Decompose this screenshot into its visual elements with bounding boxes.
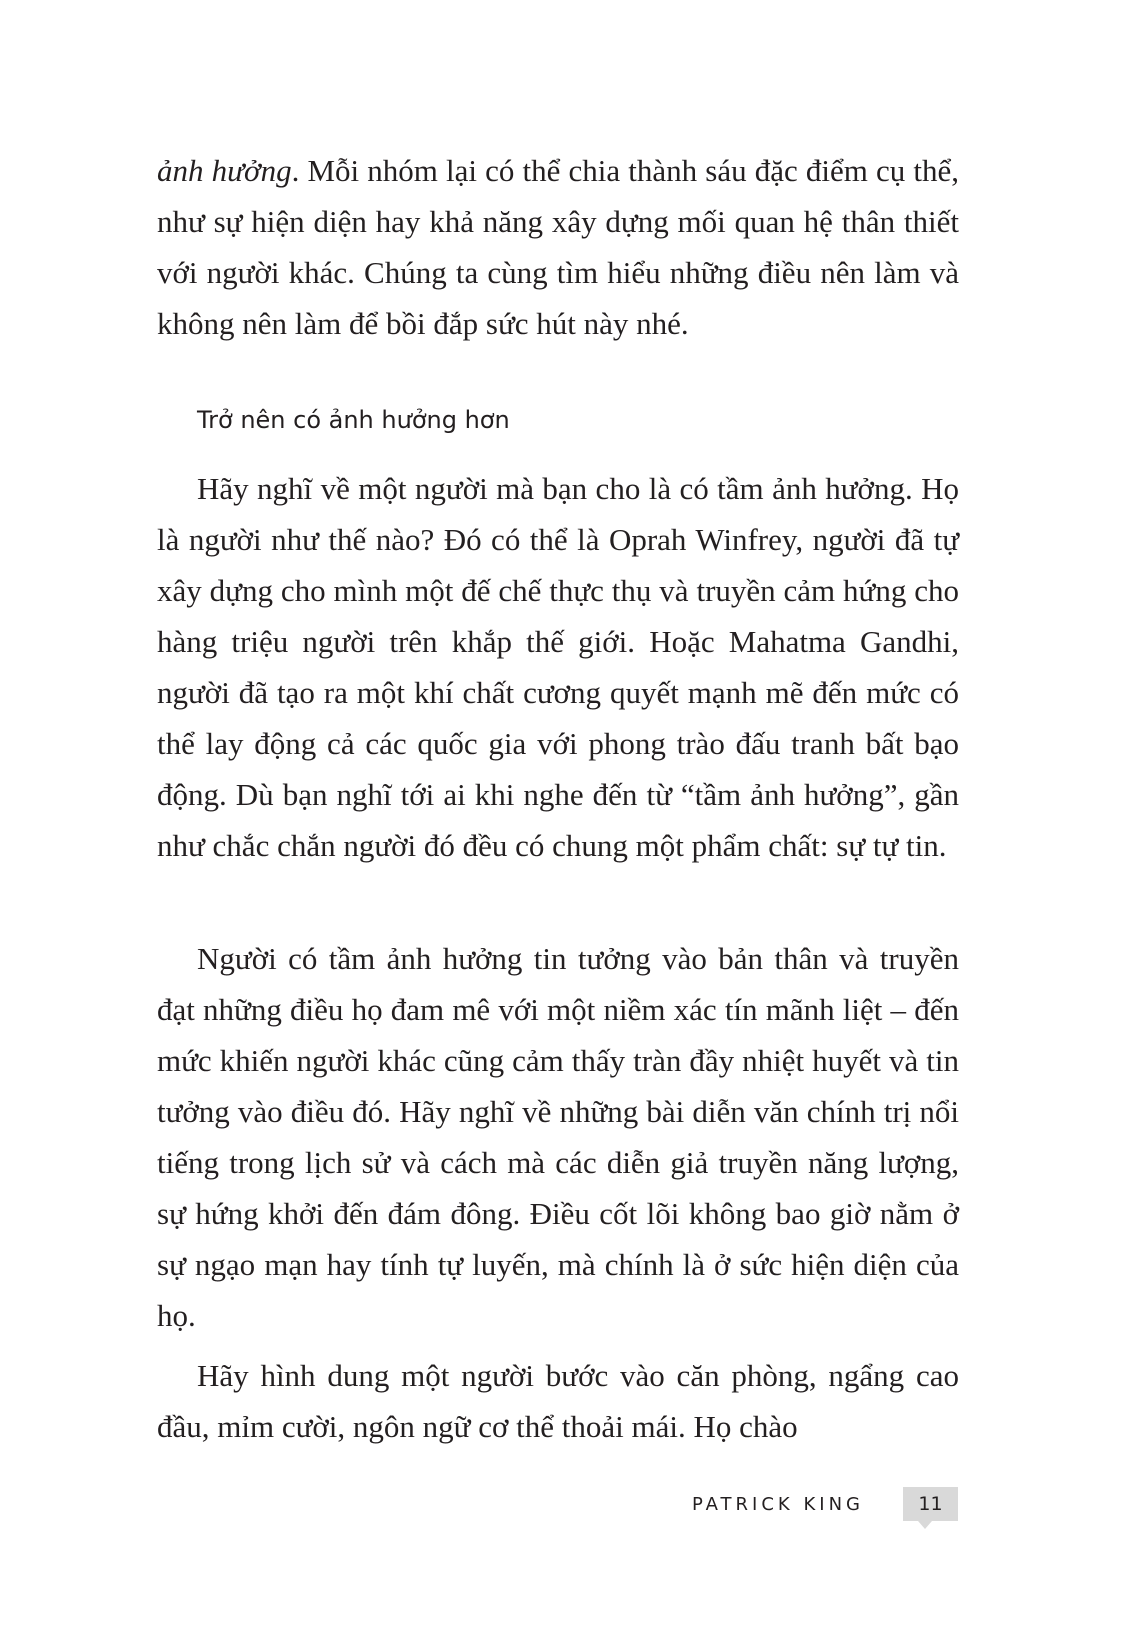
section-heading: Trở nên có ảnh hưởng hơn <box>197 406 510 434</box>
paragraph-text: Hãy nghĩ về một người mà bạn cho là có tầm ảnh hưởng. Họ là người như thế nào? Đó có thể là Oprah Winfrey, người đã tự xây dựng cho mình một đế chế thực thụ và truyền cảm hứng cho hàng triệu người trên khắp thế giới. Hoặc Mahatma Gandhi, người đã tạo ra một khí chất cương quyết mạnh mẽ đến mức có thể lay động cả các quốc gia với phong trào đấu tranh bất bạo động. Dù bạn nghĩ tới ai khi nghe đến từ “tầm ảnh hưởng”, gần như chắc chắn người đó đều có chung một phẩm chất: sự tự tin. <box>157 471 959 863</box>
body-paragraph-2 <box>157 933 959 1341</box>
lead-italic-term: ảnh hưởng <box>157 153 292 188</box>
running-footer-author: PATRICK KING <box>691 1494 864 1515</box>
paragraph-text: Hãy hình dung một người bước vào căn phòng, ngẩng cao đầu, mỉm cười, ngôn ngữ cơ thể thoải mái. Họ chào <box>157 1358 959 1444</box>
page-number-badge: 11 <box>903 1487 958 1521</box>
paragraph-text: Người có tầm ảnh hưởng tin tưởng vào bản thân và truyền đạt những điều họ đam mê với một niềm xác tín mãnh liệt – đến mức khiến người khác cũng cảm thấy tràn đầy nhiệt huyết và tin tưởng vào điều đó. Hãy nghĩ về những bài diễn văn chính trị nổi tiếng trong lịch sử và cách mà các diễn giả truyền năng lượng, sự hứng khởi đến đám đông. Điều cốt lõi không bao giờ nằm ở sự ngạo mạn hay tính tự luyến, mà chính là ở sức hiện diện của họ. <box>157 941 959 1333</box>
lead-text: . Mỗi nhóm lại có thể chia thành sáu đặc điểm cụ thể, như sự hiện diện hay khả năng xây dựng mối quan hệ thân thiết với người khác. Chúng ta cùng tìm hiểu những điều nên làm và không nên làm để bồi đắp sức hút này nhé. <box>157 153 960 341</box>
lead-paragraph <box>157 145 959 349</box>
page-badge-tail <box>918 1521 932 1529</box>
body-paragraph-1 <box>157 463 959 871</box>
body-paragraph-3 <box>157 1350 959 1452</box>
